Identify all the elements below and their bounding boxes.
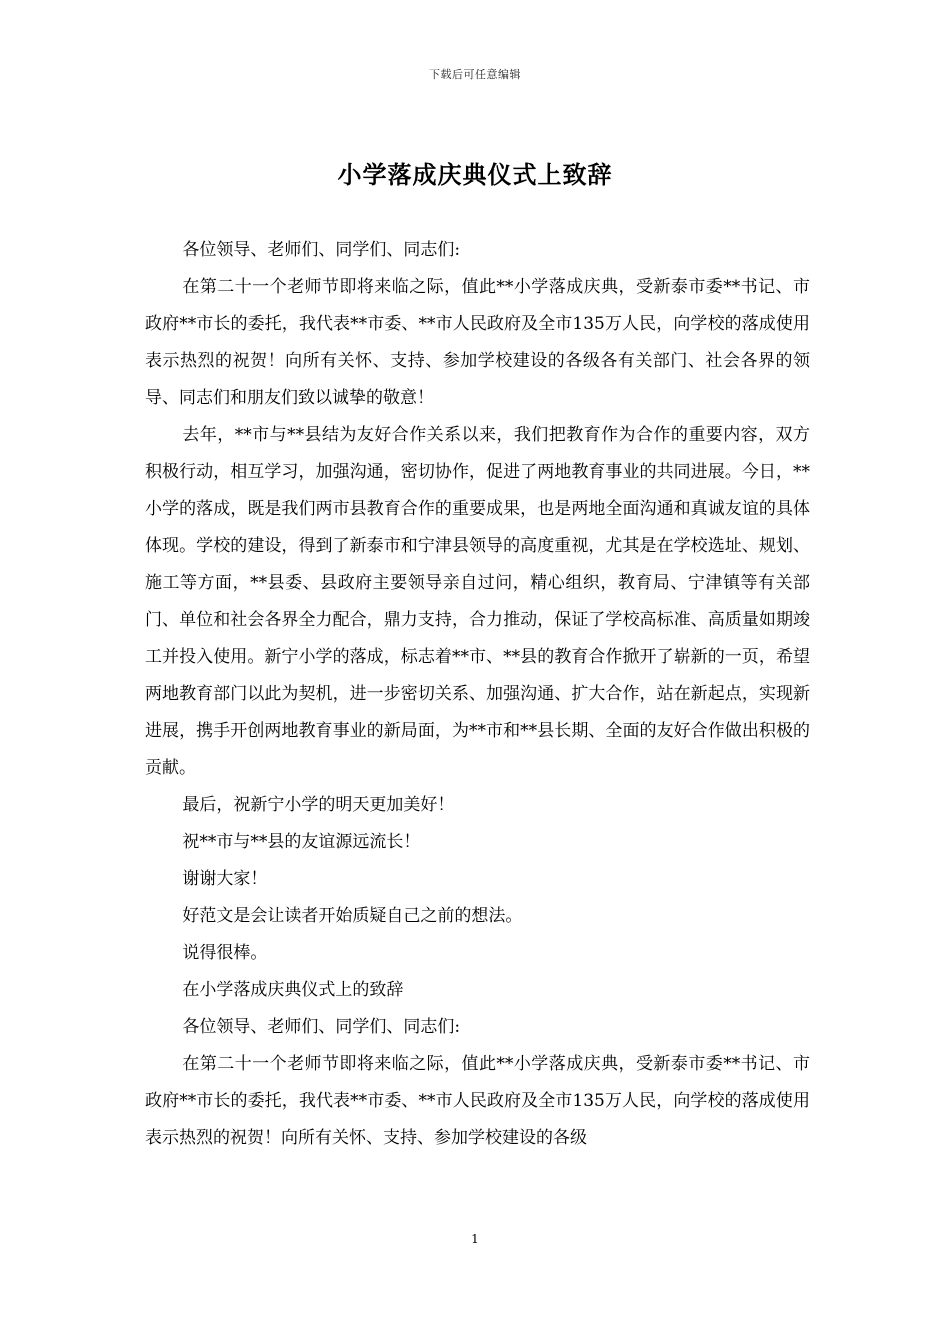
paragraph: 好范文是会让读者开始质疑自己之前的想法。 xyxy=(182,906,523,926)
paragraph: 去年，**市与**县结为友好合作关系以来，我们把教育作为合作的重要内容，双方积极行动，相互学习，加强沟通，密切协作，促进了两地教育事业的共同进展。今日，**小学的落成，既是我们两市县教育合作的重要成果，也是两地全面沟通和真诚友谊的具体体现。学校的建设，得到了新泰市和宁津县领导的高度重视，尤其是在学校选址、规划、施工等方面，**县委、县政府主要领导亲自过问，精心组织，教育局、宁津镇等有关部门、单位和社会各界全力配合，鼎力支持，合力推动，保证了学校高标准、高质量如期竣工并投入使用。新宁小学的落成，标志着**市、**县的教育合作掀开了崭新的一页，希望两地教育部门以此为契机，进一步密切关系、加强沟通、扩大合作，站在新起点，实现新进展，携手开创两地教育事业的新局面，为**市和**县长期、全面的友好合作做出积极的贡献。 xyxy=(145,425,810,778)
paragraph: 谢谢大家！ xyxy=(182,869,268,889)
paragraph: 在第二十一个老师节即将来临之际，值此**小学落成庆典，受新泰市委**书记、市政府**市长的委托，我代表**市委、**市人民政府及全市135万人民，向学校的落成使用表示热烈的祝贺！向所有关怀、支持、参加学校建设的各级 xyxy=(145,1054,810,1148)
paragraph: 最后，祝新宁小学的明天更加美好！ xyxy=(182,795,455,815)
paragraph: 说得很棒。 xyxy=(182,943,268,963)
page-number: 1 xyxy=(471,1232,479,1246)
paragraph: 各位领导、老师们、同学们、同志们: xyxy=(182,1017,461,1037)
paragraph: 在小学落成庆典仪式上的致辞 xyxy=(182,980,404,1000)
paragraph: 在第二十一个老师节即将来临之际，值此**小学落成庆典，受新泰市委**书记、市政府**市长的委托，我代表**市委、**市人民政府及全市135万人民，向学校的落成使用表示热烈的祝贺！向所有关怀、支持、参加学校建设的各级各有关部门、社会各界的领导、同志们和朋友们致以诚挚的敬意！ xyxy=(145,277,810,408)
header-note: 下载后可任意编辑 xyxy=(429,68,521,81)
paragraph: 各位领导、老师们、同学们、同志们: xyxy=(182,240,461,260)
document-title: 小学落成庆典仪式上致辞 xyxy=(337,160,613,189)
document-body xyxy=(145,232,810,1157)
paragraph: 祝**市与**县的友谊源远流长！ xyxy=(182,832,421,852)
